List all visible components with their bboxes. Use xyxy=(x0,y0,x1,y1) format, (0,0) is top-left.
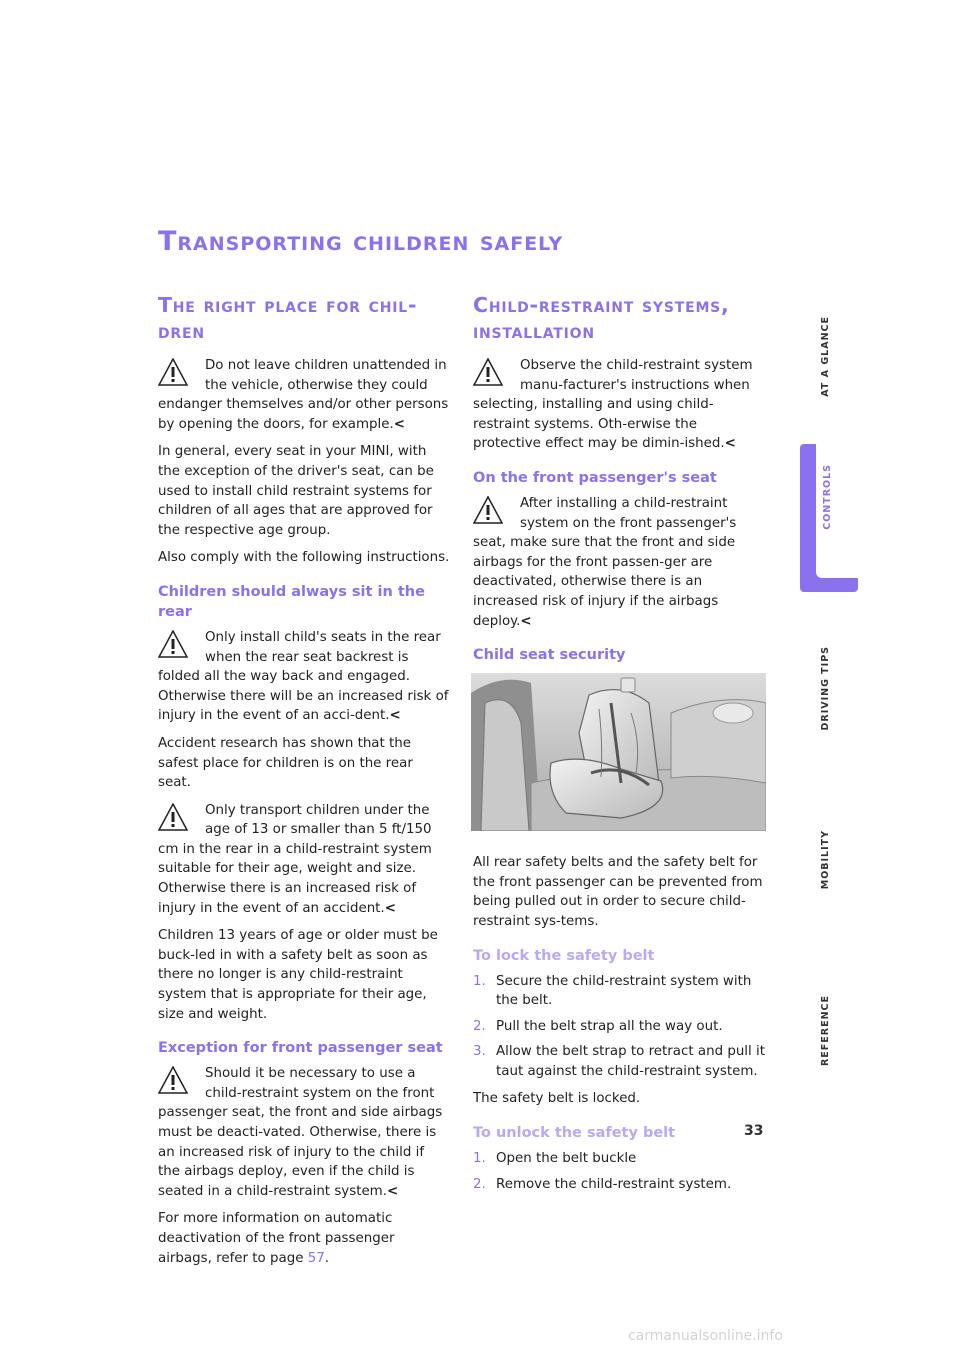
subheading-front-passenger: On the front passenger's seat xyxy=(473,469,717,486)
side-tab-driving-tips[interactable]: DRIVING TIPS xyxy=(820,646,831,731)
page-number: 33 xyxy=(744,1123,764,1139)
heading-line-1: Child-restraint systems, xyxy=(473,293,730,317)
period: . xyxy=(324,1250,330,1266)
step-number: 1. xyxy=(473,1151,486,1167)
heading-line-2: dren xyxy=(158,319,205,343)
warning-text: Observe the child-restraint system manu-facturer's instructions when selecting, installing and using child-restraint systems. Oth-erwise the protective effect may be dimin-ished. xyxy=(473,358,753,452)
warning-block xyxy=(158,356,450,434)
paragraph: In general, every seat in your MINI, with the exception of the driver's seat, can be used to install child restraint systems for children of all ages that are approved for the respective age group. xyxy=(158,444,434,538)
heading-line-2: installation xyxy=(473,319,595,343)
end-mark: < xyxy=(724,436,736,452)
child-seat-illustration xyxy=(471,673,766,831)
paragraph-text: For more information on automatic deactivation of the front passenger airbags, refer to page xyxy=(158,1211,395,1266)
warning-text: Only transport children under the age of 13 or smaller than 5 ft/150 cm in the rear in a child-restraint system suitable for their age, weight and size. Otherwise there is an increased risk of injury in the event of an accident. xyxy=(158,802,432,916)
step-number: 2. xyxy=(473,1018,486,1034)
warning-text: Only install child's seats in the rear when the rear seat backrest is folded all the way back and engaged. Otherwise there will be an increased risk of injury in the event of an acci-dent. xyxy=(158,629,449,724)
paragraph: The safety belt is locked. xyxy=(473,1091,641,1107)
subheading-lock-belt: To lock the safety belt xyxy=(473,947,655,964)
page-title: Transporting children safely xyxy=(158,226,564,257)
warning-block xyxy=(158,801,450,919)
subheading-front-exception: Exception for front passenger seat xyxy=(158,1040,443,1057)
side-tab-mobility[interactable]: MOBILITY xyxy=(820,830,831,890)
warning-icon xyxy=(158,358,198,390)
list-item xyxy=(473,972,765,1011)
watermark: carmanualsonline.info xyxy=(628,1328,783,1344)
step-number: 2. xyxy=(473,1176,486,1192)
subheading-rear: Children should always sit in the rear xyxy=(158,583,425,620)
warning-icon xyxy=(473,358,513,390)
warning-icon xyxy=(158,803,198,835)
warning-text: Should it be necessary to use a child-restraint system on the front passenger seat, the front and side airbags must be deacti-vated. Otherwise, there is an increased risk of injury to the child if the airbags deploy, even if the child is seated in a child-restraint system. xyxy=(158,1066,443,1199)
end-mark: < xyxy=(384,900,396,916)
page-reference-link[interactable]: 57 xyxy=(307,1250,325,1266)
paragraph: All rear safety belts and the safety belt for the front passenger can be prevented from being pulled out in order to secure child-restraint sys-tems. xyxy=(473,855,763,929)
warning-block xyxy=(473,356,765,454)
unlock-steps-list xyxy=(473,1149,765,1194)
step-text: Secure the child-restraint system with the belt. xyxy=(496,973,752,1009)
paragraph: Accident research has shown that the safest place for children is on the rear seat. xyxy=(158,735,413,791)
warning-text: After installing a child-restraint system on the front passenger's seat, make sure that the front and side airbags for the front passen-ger are deactivated, otherwise there is an increased risk of injury if the airbags deploy. xyxy=(473,495,737,629)
warning-block xyxy=(158,628,450,726)
right-column xyxy=(473,292,765,1202)
paragraph: Children 13 years of age or older must be buck-led in with a safety belt as soon as there no longer is any child-restraint system that is appropriate for their age, size and weight. xyxy=(158,928,438,1022)
step-text: Remove the child-restraint system. xyxy=(496,1176,732,1192)
step-text: Pull the belt strap all the way out. xyxy=(496,1018,723,1034)
list-item xyxy=(473,1042,765,1081)
warning-block xyxy=(158,1064,450,1201)
list-item xyxy=(473,1149,765,1169)
side-tab-controls[interactable]: CONTROLS xyxy=(822,464,833,530)
step-number: 1. xyxy=(473,973,486,989)
step-number: 3. xyxy=(473,1044,486,1060)
paragraph: Also comply with the following instructions. xyxy=(158,550,450,566)
subheading-child-seat-security: Child seat security xyxy=(473,647,626,664)
list-item xyxy=(473,1175,765,1195)
warning-icon xyxy=(158,1066,198,1098)
list-item xyxy=(473,1017,765,1037)
warning-icon xyxy=(158,630,198,662)
warning-text: Do not leave children unattended in the vehicle, otherwise they could endanger themselves and/or other persons by opening the doors, for example. xyxy=(158,358,449,432)
paragraph xyxy=(158,1209,450,1268)
left-column xyxy=(158,292,450,1276)
end-mark: < xyxy=(393,416,405,432)
heading-line-1: The right place for chil- xyxy=(158,293,418,317)
end-mark: < xyxy=(520,613,532,629)
end-mark: < xyxy=(386,1183,399,1199)
warning-block xyxy=(473,494,765,631)
section-heading-right-place xyxy=(158,292,450,344)
lock-steps-list xyxy=(473,972,765,1082)
section-heading-installation xyxy=(473,292,765,344)
side-tab-at-a-glance[interactable]: AT A GLANCE xyxy=(820,316,831,397)
step-text: Allow the belt strap to retract and pull it taut against the child-restraint system. xyxy=(496,1044,765,1079)
step-text: Open the belt buckle xyxy=(496,1151,637,1167)
subheading-unlock-belt: To unlock the safety belt xyxy=(473,1125,676,1142)
side-tab-reference[interactable]: REFERENCE xyxy=(820,995,831,1067)
end-mark: < xyxy=(389,708,401,724)
warning-icon xyxy=(473,496,513,528)
